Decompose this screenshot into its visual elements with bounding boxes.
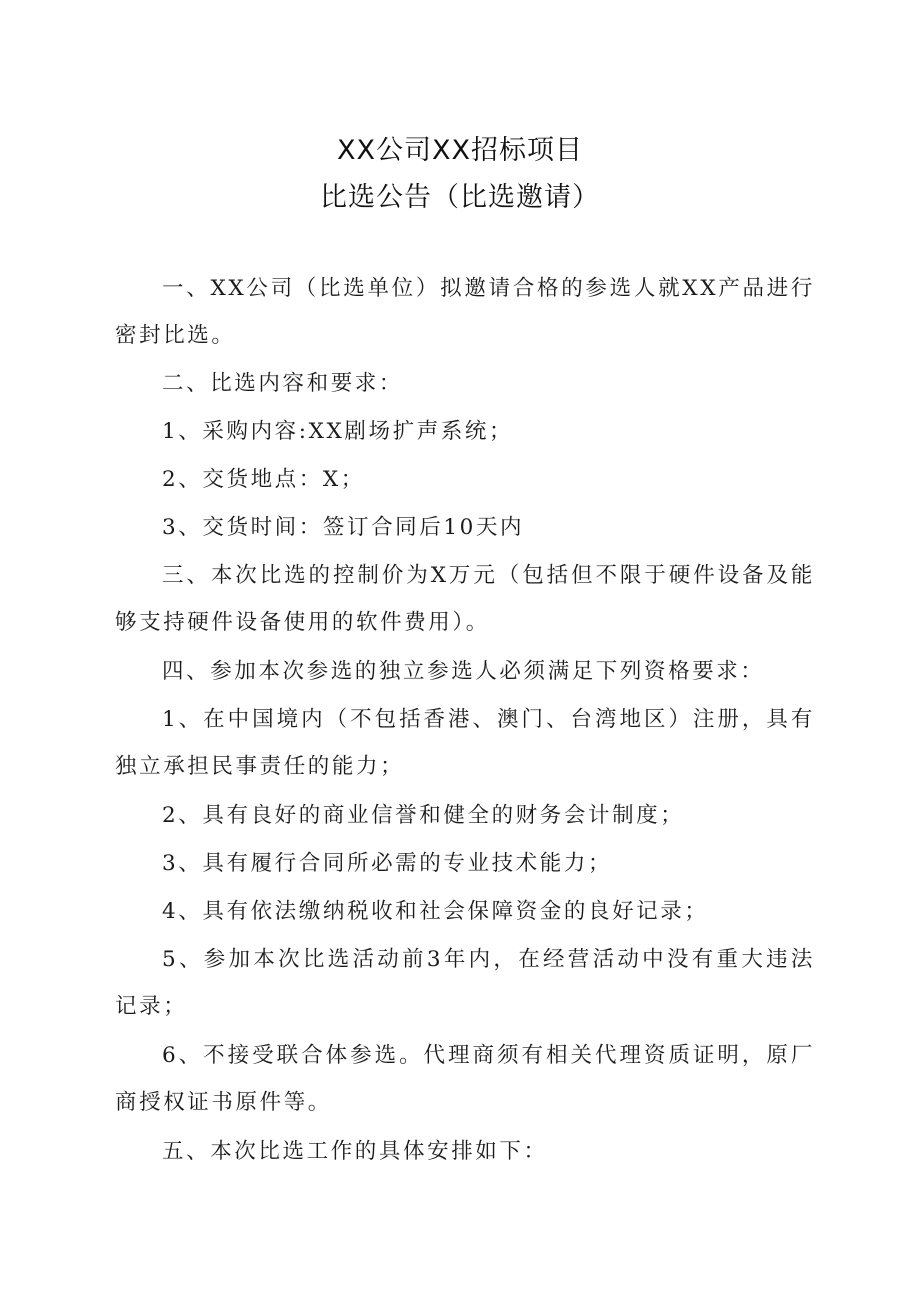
paragraph-item-location: 2、交货地点：X； (162, 467, 365, 492)
paragraph-item-content: 1、采购内容:XX剧场扩声系统； (162, 419, 514, 444)
paragraph-section-5-heading: 五、本次比选工作的具体安排如下： (162, 1139, 548, 1164)
paragraph-requirement-4: 4、具有依法缴纳税收和社会保障资金的良好记录； (162, 899, 709, 924)
paragraph-section-1: 一、XX公司（比选单位）拟邀请合格的参选人就XX产品进行密封比选。 (115, 276, 815, 348)
paragraph-section-4-heading: 四、参加本次参选的独立参选人必须满足下列资格要求： (162, 659, 765, 684)
paragraph-requirement-2: 2、具有良好的商业信誉和健全的财务会计制度； (162, 803, 685, 828)
paragraph-requirement-6: 6、不接受联合体参选。代理商须有相关代理资质证明，原厂商授权证书原件等。 (115, 1043, 815, 1115)
paragraph-section-3: 三、本次比选的控制价为X万元（包括但不限于硬件设备及能够支持硬件设备使用的软件费用）。 (115, 563, 815, 635)
paragraph-item-time: 3、交货时间：签订合同后10天内 (162, 515, 525, 540)
document-title-line1: XX公司XX招标项目 (337, 135, 583, 166)
paragraph-requirement-3: 3、具有履行合同所必需的专业技术能力； (162, 851, 613, 876)
paragraph-requirement-1: 1、在中国境内（不包括香港、澳门、台湾地区）注册，具有独立承担民事责任的能力； (115, 707, 815, 779)
paragraph-section-2-heading: 二、比选内容和要求： (162, 371, 404, 396)
paragraph-requirement-5: 5、参加本次比选活动前3年内，在经营活动中没有重大违法记录； (115, 947, 815, 1019)
document-title-line2: 比选公告（比选邀请） (320, 182, 600, 213)
